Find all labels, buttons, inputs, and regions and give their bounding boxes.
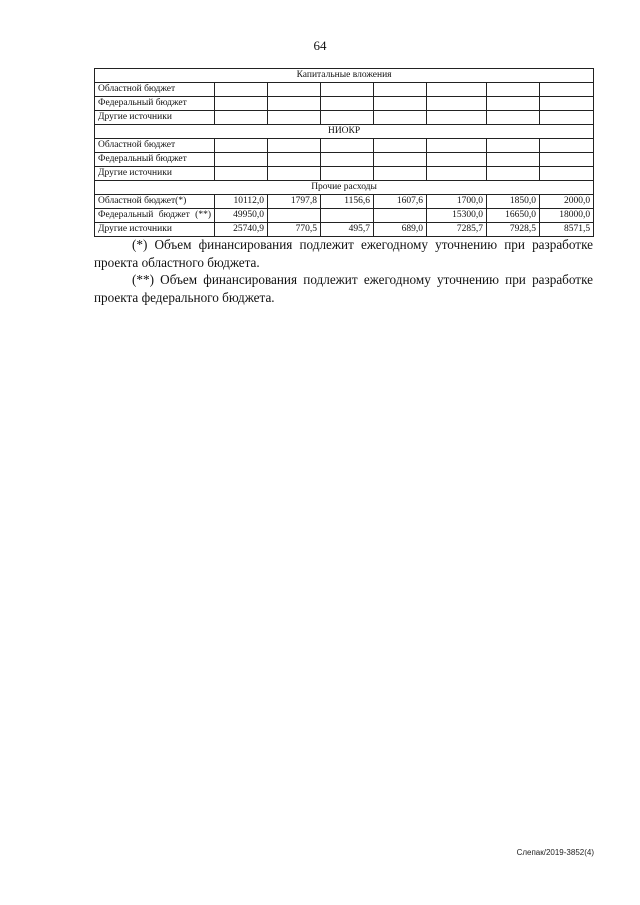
table-row bbox=[95, 111, 594, 125]
section-header-row bbox=[95, 125, 594, 139]
row-label: Другие источники bbox=[95, 223, 215, 237]
row-label: Областной бюджет bbox=[95, 83, 215, 97]
value-cell bbox=[321, 111, 374, 125]
table-row bbox=[95, 223, 594, 237]
value-cell bbox=[321, 167, 374, 181]
value-cell bbox=[268, 209, 321, 223]
row-label: Федеральный бюджет (**) bbox=[95, 209, 215, 223]
table-row bbox=[95, 97, 594, 111]
value-cell bbox=[427, 111, 487, 125]
value-cell bbox=[487, 97, 540, 111]
value-cell bbox=[268, 111, 321, 125]
table-row bbox=[95, 195, 594, 209]
value-cell bbox=[487, 167, 540, 181]
value-cell bbox=[427, 153, 487, 167]
value-cell: 8571,5 bbox=[540, 223, 594, 237]
value-cell: 770,5 bbox=[268, 223, 321, 237]
value-cell bbox=[215, 139, 268, 153]
value-cell bbox=[215, 153, 268, 167]
value-cell bbox=[374, 97, 427, 111]
value-cell bbox=[487, 111, 540, 125]
value-cell bbox=[487, 83, 540, 97]
value-cell bbox=[427, 97, 487, 111]
value-cell: 1156,6 bbox=[321, 195, 374, 209]
row-label: Областной бюджет bbox=[95, 139, 215, 153]
value-cell: 1850,0 bbox=[487, 195, 540, 209]
value-cell bbox=[487, 153, 540, 167]
section-title: НИОКР bbox=[95, 125, 594, 139]
footnotes bbox=[94, 236, 593, 306]
table-row bbox=[95, 167, 594, 181]
row-label: Другие источники bbox=[95, 111, 215, 125]
value-cell bbox=[374, 167, 427, 181]
section-title: Прочие расходы bbox=[95, 181, 594, 195]
value-cell bbox=[374, 153, 427, 167]
table-row bbox=[95, 153, 594, 167]
value-cell: 1700,0 bbox=[427, 195, 487, 209]
section-header-row bbox=[95, 181, 594, 195]
value-cell bbox=[321, 139, 374, 153]
value-cell bbox=[268, 153, 321, 167]
row-label: Федеральный бюджет bbox=[95, 153, 215, 167]
section-title: Капитальные вложения bbox=[95, 69, 594, 83]
value-cell: 49950,0 bbox=[215, 209, 268, 223]
footnote-regional: (*) Объем финансирования подлежит ежегодному уточнению при разработке проекта областного бюджета. bbox=[94, 237, 593, 270]
value-cell bbox=[268, 97, 321, 111]
value-cell bbox=[321, 83, 374, 97]
value-cell bbox=[427, 83, 487, 97]
table-row bbox=[95, 209, 594, 223]
value-cell bbox=[427, 167, 487, 181]
value-cell: 10112,0 bbox=[215, 195, 268, 209]
value-cell bbox=[321, 153, 374, 167]
value-cell bbox=[321, 209, 374, 223]
value-cell bbox=[374, 83, 427, 97]
row-label: Другие источники bbox=[95, 167, 215, 181]
value-cell: 16650,0 bbox=[487, 209, 540, 223]
value-cell bbox=[268, 167, 321, 181]
value-cell: 495,7 bbox=[321, 223, 374, 237]
table-row bbox=[95, 139, 594, 153]
value-cell bbox=[427, 139, 487, 153]
value-cell bbox=[215, 167, 268, 181]
value-cell bbox=[215, 111, 268, 125]
value-cell bbox=[374, 209, 427, 223]
financing-table bbox=[94, 68, 594, 237]
value-cell bbox=[540, 153, 594, 167]
value-cell bbox=[540, 139, 594, 153]
value-cell: 15300,0 bbox=[427, 209, 487, 223]
value-cell: 18000,0 bbox=[540, 209, 594, 223]
value-cell: 2000,0 bbox=[540, 195, 594, 209]
value-cell: 7928,5 bbox=[487, 223, 540, 237]
row-label: Областной бюджет(*) bbox=[95, 195, 215, 209]
value-cell bbox=[268, 83, 321, 97]
value-cell: 1607,6 bbox=[374, 195, 427, 209]
value-cell bbox=[487, 139, 540, 153]
page-number: 64 bbox=[313, 38, 327, 53]
value-cell bbox=[215, 83, 268, 97]
value-cell: 7285,7 bbox=[427, 223, 487, 237]
value-cell bbox=[540, 83, 594, 97]
table-row bbox=[95, 83, 594, 97]
value-cell bbox=[540, 167, 594, 181]
document-code: Слепак/2019-3852(4) bbox=[516, 848, 594, 857]
value-cell bbox=[268, 139, 321, 153]
footnote-federal: (**) Объем финансирования подлежит ежегодному уточнению при разработке проекта федерального бюджета. bbox=[94, 272, 593, 305]
row-label: Федеральный бюджет bbox=[95, 97, 215, 111]
value-cell: 689,0 bbox=[374, 223, 427, 237]
value-cell bbox=[215, 97, 268, 111]
section-header-row bbox=[95, 69, 594, 83]
value-cell bbox=[374, 111, 427, 125]
value-cell: 25740,9 bbox=[215, 223, 268, 237]
value-cell: 1797,8 bbox=[268, 195, 321, 209]
value-cell bbox=[321, 97, 374, 111]
value-cell bbox=[540, 97, 594, 111]
value-cell bbox=[374, 139, 427, 153]
value-cell bbox=[540, 111, 594, 125]
